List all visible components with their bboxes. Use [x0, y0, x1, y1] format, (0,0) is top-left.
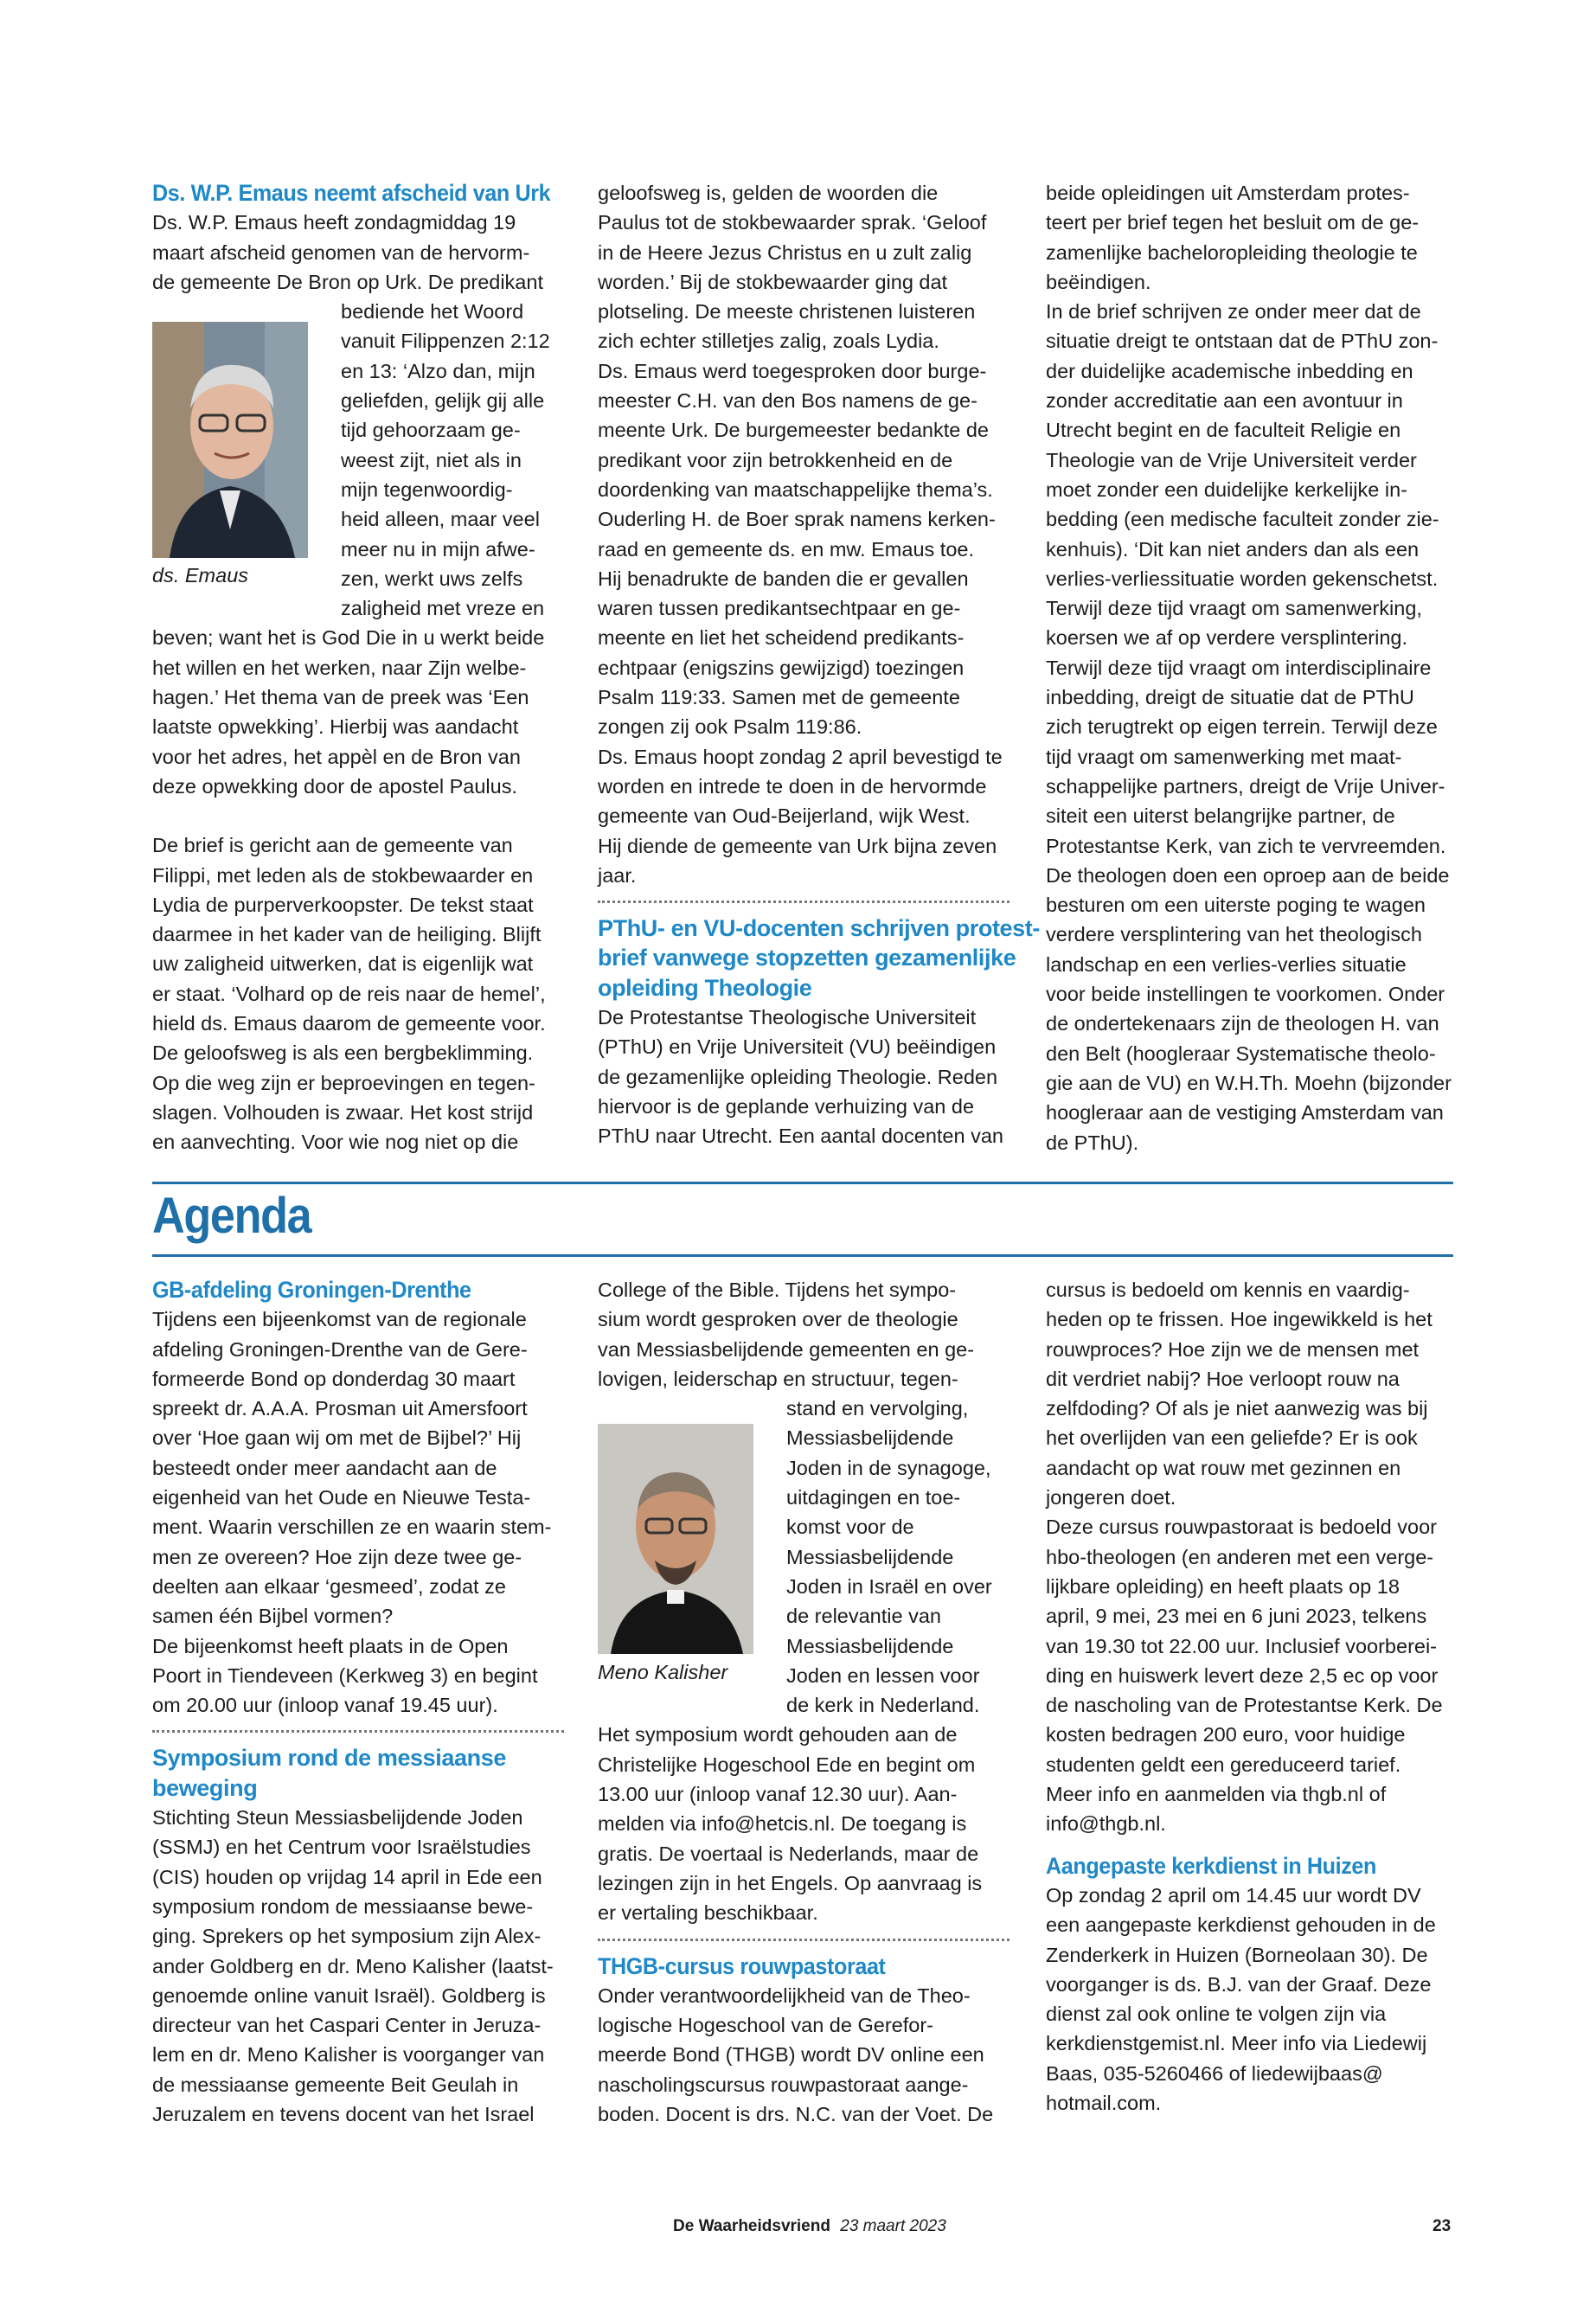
- text-line: rouwproces? Hoe zijn we de mensen met: [1046, 1337, 1420, 1361]
- text-line: De brief is gericht aan de gemeente van: [152, 834, 513, 857]
- text-line: (PThU) en Vrije Universiteit (VU) beëindigen: [598, 1035, 997, 1059]
- footer-date: 23 maart 2023: [840, 2217, 946, 2235]
- thgb-col3-text: [1046, 1275, 1461, 1839]
- text-line: tijd vraagt om samenwerking met maat-: [1046, 745, 1402, 768]
- text-line: voorganger is ds. B.J. van der Graaf. Deze: [1046, 1972, 1432, 1996]
- text-line: beweging: [152, 1774, 258, 1801]
- text-line: beëindigen.: [1046, 270, 1151, 293]
- text-line: studenten geldt een gereduceerd tarief.: [1046, 1753, 1401, 1776]
- agenda-col1: [152, 1275, 564, 2129]
- text-line: mijn tegenwoordig-: [341, 478, 513, 501]
- text-line: uw zaligheid uitwerken, dat is eigenlijk wat: [152, 952, 534, 976]
- text-line: der duidelijke academische inbedding en: [1046, 359, 1413, 382]
- article2-col3-text: [1046, 178, 1461, 1157]
- text-line: komst voor de: [786, 1516, 914, 1539]
- text-line: kosten bedragen 200 euro, voor huidige: [1046, 1723, 1406, 1747]
- text-line: en aanvechting. Voor wie nog niet op die: [152, 1131, 519, 1154]
- text-line: lem en dr. Meno Kalisher is voorganger van: [152, 2043, 545, 2067]
- text-line: Paulus tot de stokbewaarder sprak. ‘Geloof: [598, 211, 987, 234]
- text-line: Hij benadrukte de banden die er gevallen: [598, 567, 969, 590]
- text-line: de kerk in Nederland.: [786, 1694, 980, 1717]
- text-line: Op die weg zijn er beproevingen en tegen-: [152, 1071, 535, 1094]
- text-line: hbo-theologen (en anderen met een verge-: [1046, 1545, 1434, 1568]
- text-line: Deze cursus rouwpastoraat is bedoeld voor: [1046, 1516, 1437, 1539]
- text-line: de gemeente De Bron op Urk. De predikant: [152, 270, 543, 293]
- thgb-heading: THGB-cursus rouwpastoraat: [598, 1952, 886, 1979]
- text-line: zonder accreditatie aan een avontuur in: [1046, 389, 1403, 413]
- text-line: moet zonder een duidelijke kerkelijke in-: [1046, 478, 1407, 501]
- text-line: Stichting Steun Messiasbelijdende Joden: [152, 1806, 523, 1830]
- text-line: cursus is bedoeld om kennis en vaardig-: [1046, 1279, 1410, 1301]
- text-line: Zenderkerk in Huizen (Borneolaan 30). De: [1046, 1943, 1428, 1966]
- text-line: hagen.’ Het thema van de preek was ‘Een: [152, 686, 529, 709]
- text-line: hiervoor is de geplande verhuizing van de: [598, 1094, 975, 1118]
- text-line: om 20.00 uur (inloop vanaf 19.45 uur).: [152, 1694, 498, 1717]
- text-line: Poort in Tiendeveen (Kerkweg 3) en begint: [152, 1663, 538, 1687]
- text-line: hotmail.com.: [1046, 2092, 1162, 2115]
- text-line: Utrecht begint en de faculteit Religie en: [1046, 419, 1401, 442]
- text-line: den Belt (hoogleraar Systematische theolo-: [1046, 1042, 1436, 1065]
- text-line: lezingen zijn in het Engels. Op aanvraag is: [598, 1871, 983, 1894]
- huizen-text: [1046, 1881, 1461, 2118]
- separator: [152, 1730, 564, 1733]
- text-line: slagen. Volhouden is zwaar. Het kost strijd: [152, 1100, 534, 1124]
- text-line: heid alleen, maar veel: [341, 508, 540, 531]
- text-line: schappelijke partners, dreigt de Vrije Univer-: [1046, 774, 1445, 798]
- agenda-bottom-rule: [152, 1254, 1453, 1257]
- text-line: besteedt onder meer aandacht aan de: [152, 1456, 497, 1479]
- text-line: Ouderling H. de Boer sprak namens kerken-: [598, 508, 996, 531]
- text-line: geloofsweg is, gelden de woorden die: [598, 182, 939, 204]
- text-line: laatste opwekking’. Hierbij was aandacht: [152, 715, 519, 739]
- text-line: ding en huiswerk levert deze 2,5 ec op voor: [1046, 1663, 1439, 1687]
- text-line: er staat. ‘Volhard op de reis naar de hemel’,: [152, 982, 546, 1005]
- text-line: een aangepaste kerkdienst gehouden in de: [1046, 1913, 1436, 1937]
- text-line: info@thgb.nl.: [1046, 1812, 1166, 1836]
- gb-heading: GB-afdeling Groningen-Drenthe: [152, 1277, 471, 1303]
- article2-heading: [598, 913, 1040, 1003]
- text-line: Hij diende de gemeente van Urk bijna zeven: [598, 834, 997, 857]
- text-line: eigenheid van het Oude en Nieuwe Testa-: [152, 1486, 531, 1509]
- text-line: opleiding Theologie: [598, 974, 812, 1001]
- text-line: Theologie van de Vrije Universiteit verder: [1046, 448, 1417, 471]
- article1-intro: [152, 208, 564, 297]
- text-line: besturen om een uiterste poging te wagen: [1046, 894, 1426, 917]
- text-line: Symposium rond de messiaanse: [152, 1745, 506, 1772]
- text-line: ging. Sprekers op het symposium zijn Alex-: [152, 1925, 542, 1948]
- text-line: nascholingscursus rouwpastoraat aange-: [598, 2073, 969, 2096]
- text-line: voor het adres, het appèl en de Bron van: [152, 745, 521, 768]
- text-line: afdeling Groningen-Drenthe van de Gere-: [152, 1337, 528, 1361]
- text-line: Ds. Emaus werd toegesproken door burge-: [598, 359, 987, 382]
- article1-col1-para2: [152, 830, 564, 1157]
- text-line: meerde Bond (THGB) wordt DV online een: [598, 2043, 984, 2067]
- text-line: van 19.30 tot 22.00 uur. Inclusief voorberei-: [1046, 1634, 1438, 1657]
- text-line: Baas, 035-5260466 of liedewijbaas@: [1046, 2061, 1383, 2085]
- text-line: melden via info@hetcis.nl. De toegang is: [598, 1812, 967, 1836]
- article1-heading: Ds. W.P. Emaus neemt afscheid van Urk: [152, 180, 551, 206]
- text-line: brief vanwege stopzetten gezamenlijke: [598, 945, 1016, 971]
- text-line: ment. Waarin verschillen ze en waarin stem-: [152, 1516, 552, 1539]
- text-line: College of the Bible. Tijdens het sympo-: [598, 1279, 957, 1301]
- text-line: voor beide instellingen te voorkomen. Onder: [1046, 983, 1445, 1006]
- text-line: jongeren doet.: [1046, 1486, 1176, 1509]
- text-line: bedding (een medische faculteit zonder zie-: [1046, 508, 1439, 531]
- text-line: Lydia de purperverkoopster. De tekst staat: [152, 893, 534, 916]
- text-line: Messiasbelijdende: [786, 1426, 954, 1450]
- text-line: de ondertekenaars zijn de theologen H. van: [1046, 1012, 1439, 1035]
- text-line: Ds. Emaus hoopt zondag 2 april bevestigd te: [598, 745, 1003, 768]
- huizen-heading: Aangepaste kerkdienst in Huizen: [1046, 1852, 1376, 1879]
- text-line: daarmee in het kader van de heiliging. Blijft: [152, 923, 542, 946]
- text-line: zich echter stilletjes zalig, zoals Lydia.: [598, 330, 939, 353]
- text-line: Messiasbelijdende: [786, 1545, 954, 1568]
- text-line: men ze overeen? Hoe zijn deze twee ge-: [152, 1545, 522, 1568]
- separator: [598, 901, 1010, 903]
- text-line: de relevantie van: [786, 1605, 941, 1628]
- text-line: stand en vervolging,: [786, 1397, 969, 1420]
- text-line: Joden en lessen voor: [786, 1663, 980, 1687]
- text-line: Messiasbelijdende: [786, 1634, 954, 1657]
- text-line: Terwijl deze tijd vraagt om interdisciplinaire: [1046, 656, 1432, 679]
- text-line: verlies-verliessituatie worden gekenschetst.: [1046, 567, 1439, 590]
- text-line: deelten aan elkaar ‘gesmeed’, zodat ze: [152, 1574, 506, 1598]
- text-line: geliefden, gelijk gij alle: [341, 389, 545, 413]
- text-line: (SSMJ) en het Centrum voor Israëlstudies: [152, 1836, 531, 1859]
- text-line: De theologen doen een oproep aan de beide: [1046, 863, 1450, 887]
- text-line: over ‘Hoe gaan wij om met de Bijbel?’ Hij: [152, 1426, 522, 1450]
- text-line: Psalm 119:33. Samen met de gemeente: [598, 686, 960, 709]
- text-line: de PThU).: [1046, 1131, 1139, 1154]
- text-line: van Messiasbelijdende gemeenten en ge-: [598, 1337, 975, 1361]
- text-line: deze opwekking door de apostel Paulus.: [152, 774, 517, 798]
- symposium-col1-text: [152, 1803, 564, 2129]
- text-line: meer nu in mijn afwe-: [341, 537, 535, 561]
- text-line: (CIS) houden op vrijdag 14 april in Ede een: [152, 1865, 542, 1888]
- text-line: PThU naar Utrecht. Een aantal docenten van: [598, 1125, 1003, 1148]
- text-line: verdere versplintering van het theologisch: [1046, 923, 1423, 946]
- text-line: in de Heere Jezus Christus en u zult zalig: [598, 240, 972, 264]
- article2-col3: [1046, 178, 1461, 1157]
- text-line: worden en intrede te doen in de hervormde: [598, 774, 987, 798]
- text-line: De Protestantse Theologische Universiteit: [598, 1006, 977, 1029]
- text-line: dienst zal ook online te volgen zijn via: [1046, 2003, 1387, 2026]
- page-number: 23: [1433, 2217, 1452, 2235]
- text-line: formeerde Bond op donderdag 30 maart: [152, 1367, 516, 1390]
- article1-col1-rest: [152, 623, 564, 801]
- text-line: PThU- en VU-docenten schrijven protest-: [598, 915, 1040, 942]
- text-line: gie aan de VU) en W.H.Th. Moehn (bijzonder: [1046, 1071, 1452, 1094]
- symposium-heading: [152, 1743, 564, 1803]
- text-line: uitdagingen en toe-: [786, 1486, 961, 1509]
- footer: [673, 2217, 946, 2236]
- text-line: teert per brief tegen het besluit om de ge-: [1046, 211, 1420, 234]
- kalisher-photo-caption: Meno Kalisher: [598, 1661, 728, 1683]
- article1-col2: [598, 178, 1040, 1151]
- text-line: In de brief schrijven ze onder meer dat de: [1046, 300, 1421, 324]
- text-line: Ds. W.P. Emaus heeft zondagmiddag 19: [152, 211, 516, 234]
- text-line: landschap en een verlies-verlies situatie: [1046, 952, 1407, 976]
- text-line: Meer info en aanmelden via thgb.nl of: [1046, 1783, 1387, 1806]
- text-line: boden. Docent is drs. N.C. van der Voet. De: [598, 2103, 994, 2126]
- text-line: Terwijl deze tijd vraagt om samenwerking,: [1046, 597, 1422, 620]
- text-line: logische Hogeschool van de Gerefor-: [598, 2014, 933, 2037]
- text-line: tijd gehoorzaam ge-: [341, 419, 521, 442]
- text-line: zamenlijke bacheloropleiding theologie te: [1046, 240, 1418, 264]
- text-line: hield ds. Emaus daarom de gemeente voor.: [152, 1012, 546, 1035]
- text-line: dit verdriet nabij? Hoe verloopt rouw na: [1046, 1367, 1400, 1390]
- text-line: zelfdoding? Of als je niet aanwezig was bij: [1046, 1397, 1428, 1420]
- text-line: De geloofsweg is als een bergbeklimming.: [152, 1042, 534, 1065]
- text-line: meester C.H. van den Bos namens de ge-: [598, 389, 977, 413]
- text-line: ander Goldberg en dr. Meno Kalisher (laatst-: [152, 1954, 554, 1977]
- footer-magazine: De Waarheidsvriend: [673, 2217, 830, 2235]
- text-line: meente Urk. De burgemeester bedankte de: [598, 419, 989, 442]
- text-line: genoemde online vanuit Israël). Goldberg is: [152, 1984, 546, 2007]
- text-line: raad en gemeente ds. en mw. Emaus toe.: [598, 537, 975, 561]
- emaus-photo-caption: ds. Emaus: [152, 564, 249, 586]
- text-line: gemeente van Oud-Beijerland, wijk West.: [598, 804, 971, 828]
- text-line: Joden in Israël en over: [786, 1574, 992, 1598]
- text-line: zen, werkt uws zelfs: [341, 567, 523, 590]
- text-line: en 13: ‘Alzo dan, mijn: [341, 359, 535, 382]
- text-line: de gezamenlijke opleiding Theologie. Reden: [598, 1065, 998, 1088]
- text-line: het willen en het werken, naar Zijn welbe-: [152, 656, 527, 679]
- text-line: meente en liet het scheidend predikants-: [598, 626, 965, 650]
- text-line: april, 9 mei, 23 mei en 6 juni 2023, telkens: [1046, 1605, 1427, 1628]
- text-line: zich terugtrekt op eigen terrein. Terwijl deze: [1046, 715, 1438, 739]
- text-line: aandacht op wat rouw met gezinnen en: [1046, 1456, 1401, 1479]
- text-line: Filippi, met leden als de stokbewaarder en: [152, 863, 534, 887]
- text-line: Tijdens een bijeenkomst van de regionale: [152, 1308, 527, 1331]
- text-line: Jeruzalem en tevens docent van het Israel: [152, 2103, 535, 2126]
- text-line: worden.’ Bij de stokbewaarder ging dat: [598, 270, 948, 293]
- thgb-col2-text: [598, 1981, 1010, 2129]
- kalisher-photo: [598, 1424, 753, 1654]
- text-line: kenhuis). ‘Dit kan niet anders dan als een: [1046, 537, 1420, 561]
- text-line: beven; want het is God Die in u werkt beide: [152, 626, 545, 650]
- symposium-col2-top: [598, 1275, 1010, 1394]
- text-line: situatie dreigt te ontstaan dat de PThU zon-: [1046, 330, 1439, 353]
- text-line: kerkdienstgemist.nl. Meer info via Liedewij: [1046, 2032, 1427, 2055]
- text-line: Op zondag 2 april om 14.45 uur wordt DV: [1046, 1883, 1421, 1907]
- gb-text: [152, 1304, 564, 1720]
- text-line: Onder verantwoordelijkheid van de Theo-: [598, 1984, 971, 2007]
- text-line: heden op te frissen. Hoe ingewikkeld is het: [1046, 1308, 1433, 1331]
- text-line: inbedding, dreigt de situatie dat de PThU: [1046, 686, 1414, 709]
- text-line: beide opleidingen uit Amsterdam protes-: [1046, 182, 1410, 204]
- text-line: waren tussen predikantsechtpaar en ge-: [598, 597, 961, 620]
- text-line: er vertaling beschikbaar.: [598, 1901, 818, 1925]
- text-line: spreekt dr. A.A.A. Prosman uit Amersfoort: [152, 1397, 528, 1420]
- text-line: lovigen, leiderschap en structuur, tegen-: [598, 1367, 958, 1390]
- text-line: koersen we af op verdere versplintering.: [1046, 626, 1407, 650]
- text-line: De bijeenkomst heeft plaats in de Open: [152, 1634, 509, 1657]
- text-line: directeur van het Caspari Center in Jeruza-: [152, 2014, 542, 2037]
- agenda-title: Agenda: [152, 1188, 311, 1244]
- text-line: gratis. De voertaal is Nederlands, maar de: [598, 1842, 979, 1865]
- emaus-photo: [152, 322, 308, 558]
- text-line: lijkbare opleiding) en heeft plaats op 18: [1046, 1574, 1400, 1598]
- text-line: symposium rondom de messiaanse bewe-: [152, 1894, 534, 1918]
- text-line: Het symposium wordt gehouden aan de: [598, 1723, 958, 1747]
- symposium-col2-rest: [598, 1720, 1010, 1927]
- text-line: plotseling. De meeste christenen luisteren: [598, 300, 976, 324]
- text-line: 13.00 uur (inloop vanaf 12.30 uur). Aan-: [598, 1783, 958, 1806]
- text-line: doordenking van maatschappelijke thema’s.: [598, 478, 993, 501]
- article1-col2-text: [598, 178, 1010, 890]
- agenda-col3: [1046, 1275, 1461, 2118]
- text-line: samen één Bijbel vormen?: [152, 1605, 394, 1628]
- text-line: de nascholing van de Protestantse Kerk. De: [1046, 1694, 1443, 1717]
- text-line: Joden in de synagoge,: [786, 1456, 991, 1479]
- text-line: weest zijt, niet als in: [341, 448, 522, 471]
- text-line: jaar.: [598, 863, 637, 887]
- text-line: echtpaar (enigszins gewijzigd) toezingen: [598, 656, 965, 679]
- text-line: de messiaanse gemeente Beit Geulah in: [152, 2073, 519, 2096]
- text-line: Protestantse Kerk, van zich te vervreemden.: [1046, 834, 1446, 857]
- agenda-col2: [598, 1275, 1010, 2129]
- text-line: Christelijke Hogeschool Ede en begint om: [598, 1753, 976, 1776]
- text-line: zaligheid met vreze en: [341, 597, 545, 620]
- article2-col2-text: [598, 1003, 1010, 1150]
- text-line: maart afscheid genomen van de hervorm-: [152, 240, 530, 264]
- text-line: siteit een uiterst belangrijke partner, de: [1046, 804, 1395, 828]
- text-line: zongen zij ook Psalm 119:86.: [598, 715, 862, 739]
- text-line: bediende het Woord: [341, 300, 524, 324]
- agenda-top-rule: [152, 1182, 1453, 1184]
- text-line: vanuit Filippenzen 2:12: [341, 330, 550, 353]
- text-line: sium wordt gesproken over de theologie: [598, 1308, 958, 1331]
- separator: [598, 1939, 1010, 1941]
- text-line: hoogleraar aan de vestiging Amsterdam van: [1046, 1101, 1444, 1125]
- text-line: het overlijden van een geliefde? Er is ook: [1046, 1426, 1418, 1450]
- text-line: predikant voor zijn betrokkenheid en de: [598, 448, 953, 471]
